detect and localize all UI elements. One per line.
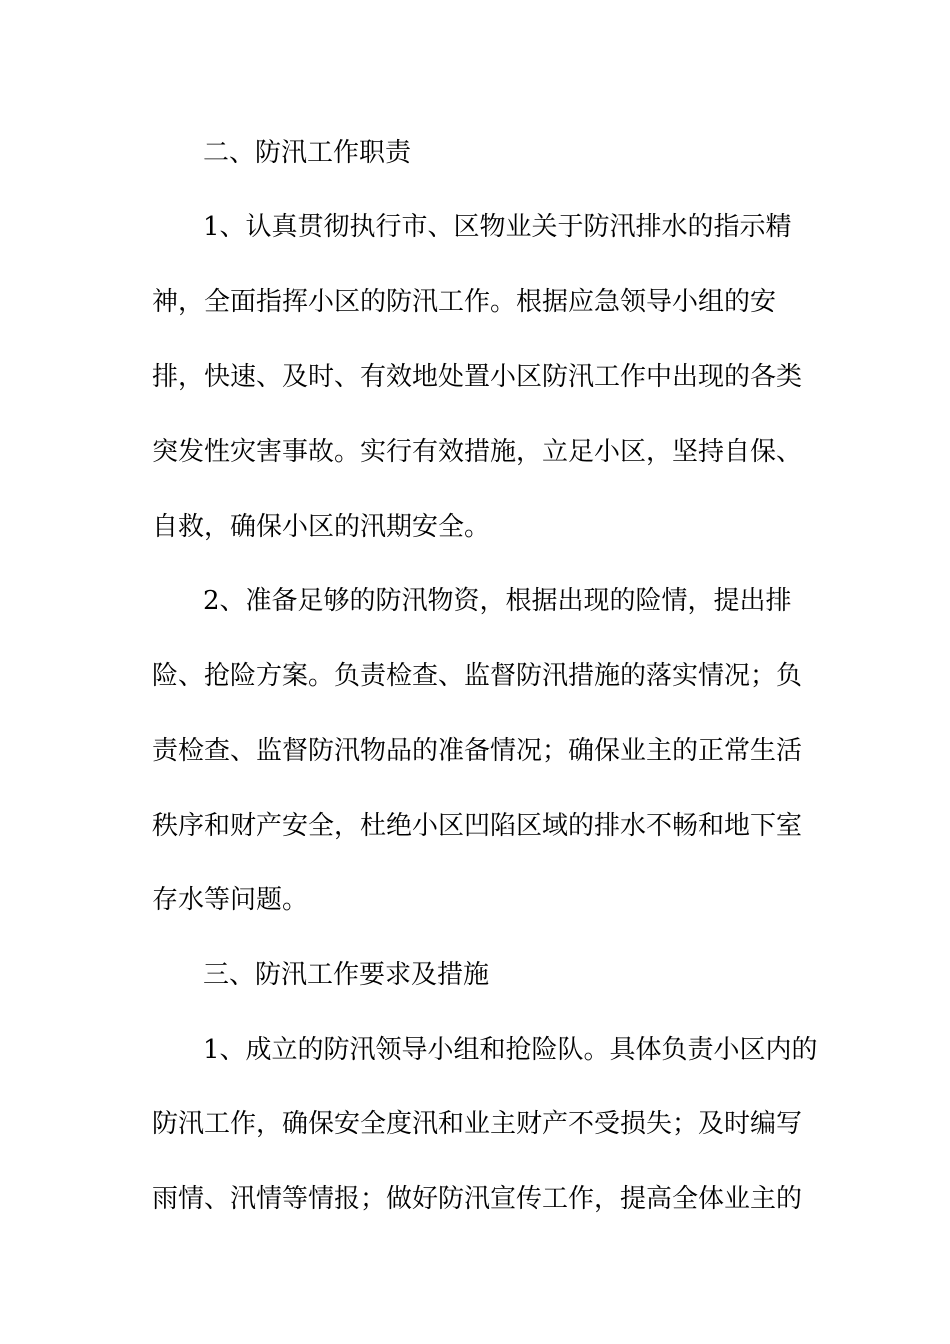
section-heading-2: 二、防汛工作职责 (203, 138, 412, 168)
paragraph-line: 险、抢险方案。负责检查、监督防汛措施的落实情况；负 (152, 661, 803, 691)
paragraph-line: 自救，确保小区的汛期安全。 (152, 512, 491, 542)
paragraph-line: 存水等问题。 (152, 885, 309, 915)
paragraph-line: 雨情、汛情等情报；做好防汛宣传工作，提高全体业主的 (152, 1184, 803, 1214)
paragraph-line: 1、成立的防汛领导小组和抢险队。具体负责小区内的 (203, 1035, 818, 1065)
paragraph-line: 2、准备足够的防汛物资，根据出现的险情，提出排 (203, 586, 792, 616)
paragraph-line: 神，全面指挥小区的防汛工作。根据应急领导小组的安 (152, 287, 777, 317)
paragraph-line: 排，快速、及时、有效地处置小区防汛工作中出现的各类 (152, 362, 803, 392)
section-heading-3: 三、防汛工作要求及措施 (203, 960, 490, 990)
paragraph-line: 1、认真贯彻执行市、区物业关于防汛排水的指示精 (203, 212, 792, 242)
paragraph-line: 责检查、监督防汛物品的准备情况；确保业主的正常生活 (152, 736, 803, 766)
paragraph-line: 突发性灾害事故。实行有效措施，立足小区，坚持自保、 (152, 437, 803, 467)
paragraph-line: 防汛工作，确保安全度汛和业主财产不受损失；及时编写 (152, 1109, 803, 1139)
paragraph-line: 秩序和财产安全，杜绝小区凹陷区域的排水不畅和地下室 (152, 811, 803, 841)
